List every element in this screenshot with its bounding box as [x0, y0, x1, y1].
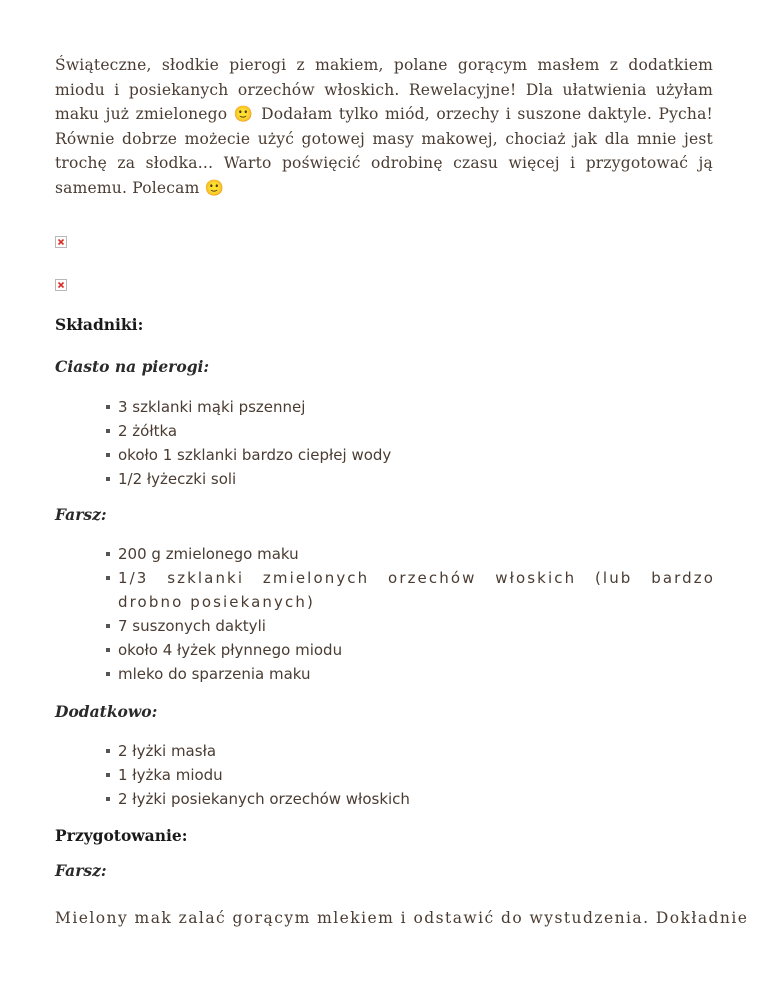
- list-item: 7 suszonych daktyli: [105, 614, 715, 638]
- list-item: 200 g zmielonego maku: [105, 542, 715, 566]
- list-item: mleko do sparzenia maku: [105, 662, 715, 686]
- broken-image-icon: [55, 236, 67, 248]
- list-item: 2 łyżki masła: [105, 739, 715, 763]
- intro-paragraph: Świąteczne, słodkie pierogi z makiem, polane gorącym masłem z dodatkiem miodu i posiekanych orzechów włoskich. Rewelacyjne! Dla ułatwienia użyłam maku już zmielonego 🙂 Dodałam tylko miód, orzechy i suszone daktyle. Pycha! Równie dobrze możecie użyć gotowej masy makowej, chociaż jak dla mnie jest trochę za słodka… Warto poświęcić odrobinę czasu więcej i przygotować ją samemu. Polecam 🙂: [55, 56, 713, 197]
- preparation-paragraph: Mielony mak zalać gorącym mlekiem i odstawić do wystudzenia. Dokładnie: [55, 909, 749, 927]
- list-item: 1/2 łyżeczki soli: [105, 467, 715, 491]
- list-item: 1 łyżka miodu: [105, 763, 715, 787]
- dough-list: [105, 395, 715, 491]
- list-item: około 1 szklanki bardzo ciepłej wody: [105, 443, 715, 467]
- extras-list: [105, 739, 715, 811]
- list-item: 2 łyżki posiekanych orzechów włoskich: [105, 787, 715, 811]
- ingredients-heading: Składniki:: [55, 315, 144, 334]
- filling-list: [105, 542, 715, 686]
- preparation-heading: Przygotowanie:: [55, 826, 188, 845]
- list-item: 3 szklanki mąki pszennej: [105, 395, 715, 419]
- broken-image-icon: [55, 279, 67, 291]
- list-item: około 4 łyżek płynnego miodu: [105, 638, 715, 662]
- preparation-filling-title: Farsz:: [55, 861, 107, 880]
- filling-title: Farsz:: [55, 505, 107, 524]
- list-item: 2 żółtka: [105, 419, 715, 443]
- list-item: 1/3 szklanki zmielonych orzechów włoskich (lub bardzo drobno posiekanych): [105, 566, 715, 614]
- dough-title: Ciasto na pierogi:: [55, 357, 210, 376]
- extras-title: Dodatkowo:: [55, 702, 158, 721]
